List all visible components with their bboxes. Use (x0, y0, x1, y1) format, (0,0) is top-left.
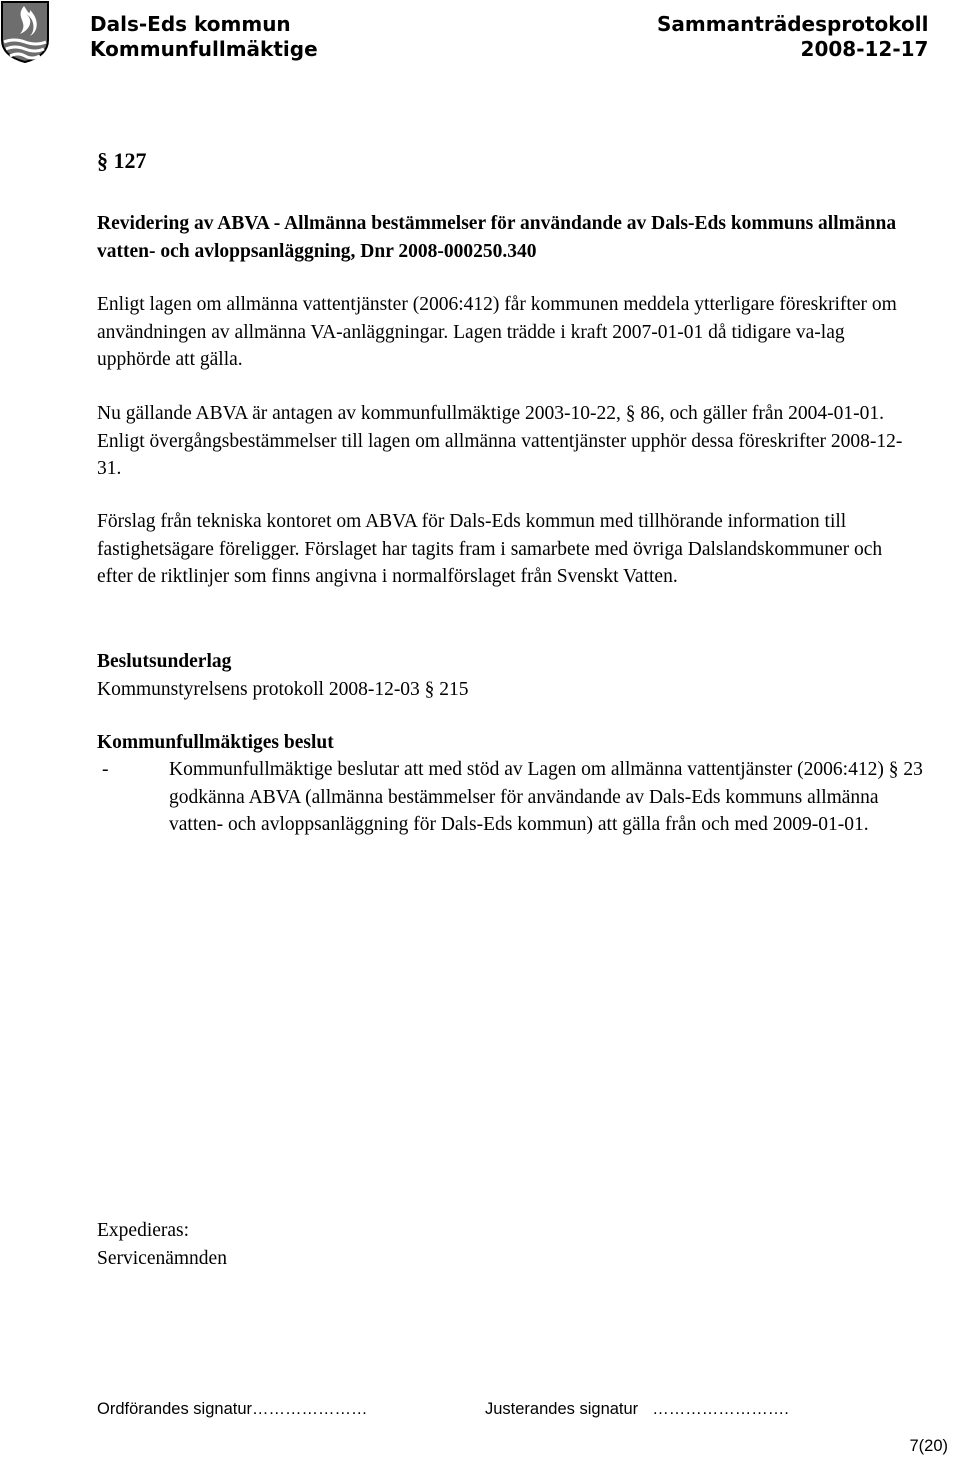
page-number: 7(20) (909, 1437, 948, 1455)
expedieras-label: Expedieras: (97, 1220, 190, 1241)
doc-type: Sammanträdesprotokoll (657, 12, 929, 36)
underlag-heading: Beslutsunderlag (97, 651, 232, 672)
section-heading (97, 145, 147, 177)
beslut-item (97, 756, 923, 839)
adjuster-dots: ……………………. (652, 1400, 789, 1418)
beslut-text: Kommunfullmäktige beslutar att med stöd av Lagen om allmänna vattentjänster (2006:412) § 23 godkänna ABVA (allmänna bestämmelser för användande av Dals-Eds kommuns allmänna vatten- och avloppsanläggning för Dals-Eds kommun) att gälla från och med 2009-01-01. (169, 759, 923, 835)
municipal-coat-of-arms-icon (0, 0, 50, 64)
expedieras-block (97, 1217, 227, 1272)
header-right (657, 12, 928, 62)
adjuster-label: Justerandes signatur (485, 1400, 639, 1418)
chair-signature: Ordförandes signatur………………… (97, 1400, 368, 1418)
paragraph-2: Nu gällande ABVA är antagen av kommunfullmäktige 2003-10-22, § 86, och gäller från 2004-01-01. Enligt övergångsbestämmelser till lagen om allmänna vattentjänster upphör dessa föreskrifter 2008-12-31. (97, 403, 903, 479)
org-name: Dals-Eds kommun (90, 12, 291, 36)
paragraph-3: Förslag från tekniska kontoret om ABVA för Dals-Eds kommun med tillhörande information till fastighetsägare föreligger. Förslaget har tagits fram i samarbete med övriga Dalslandskommuner och efter de riktlinjer som finns angivna i normalförslaget från Svenskt Vatten. (97, 511, 883, 587)
section-symbol: § (97, 148, 108, 173)
section-number: 127 (113, 148, 147, 173)
list-dash: - (102, 759, 109, 780)
section-title: Revidering av ABVA - Allmänna bestämmelser för användande av Dals-Eds kommuns allmänna vatten- och avloppsanläggning, Dnr 2008-000250.340 (97, 213, 897, 262)
beslut-heading: Kommunfullmäktiges beslut (97, 732, 334, 753)
body-name: Kommunfullmäktige (90, 37, 318, 61)
adjuster-signature (485, 1398, 789, 1420)
paragraph-1: Enligt lagen om allmänna vattentjänster (2006:412) får kommunen meddela ytterligare föreskrifter om användningen av allmänna VA-anläggningar. Lagen trädde i kraft 2007-01-01 då tidigare va-lag upphörde att gälla. (97, 294, 897, 370)
header-left (90, 12, 318, 62)
underlag-text: Kommunstyrelsens protokoll 2008-12-03 § 215 (97, 679, 469, 700)
expedieras-recipient: Servicenämnden (97, 1247, 227, 1269)
meeting-date: 2008-12-17 (800, 37, 929, 61)
